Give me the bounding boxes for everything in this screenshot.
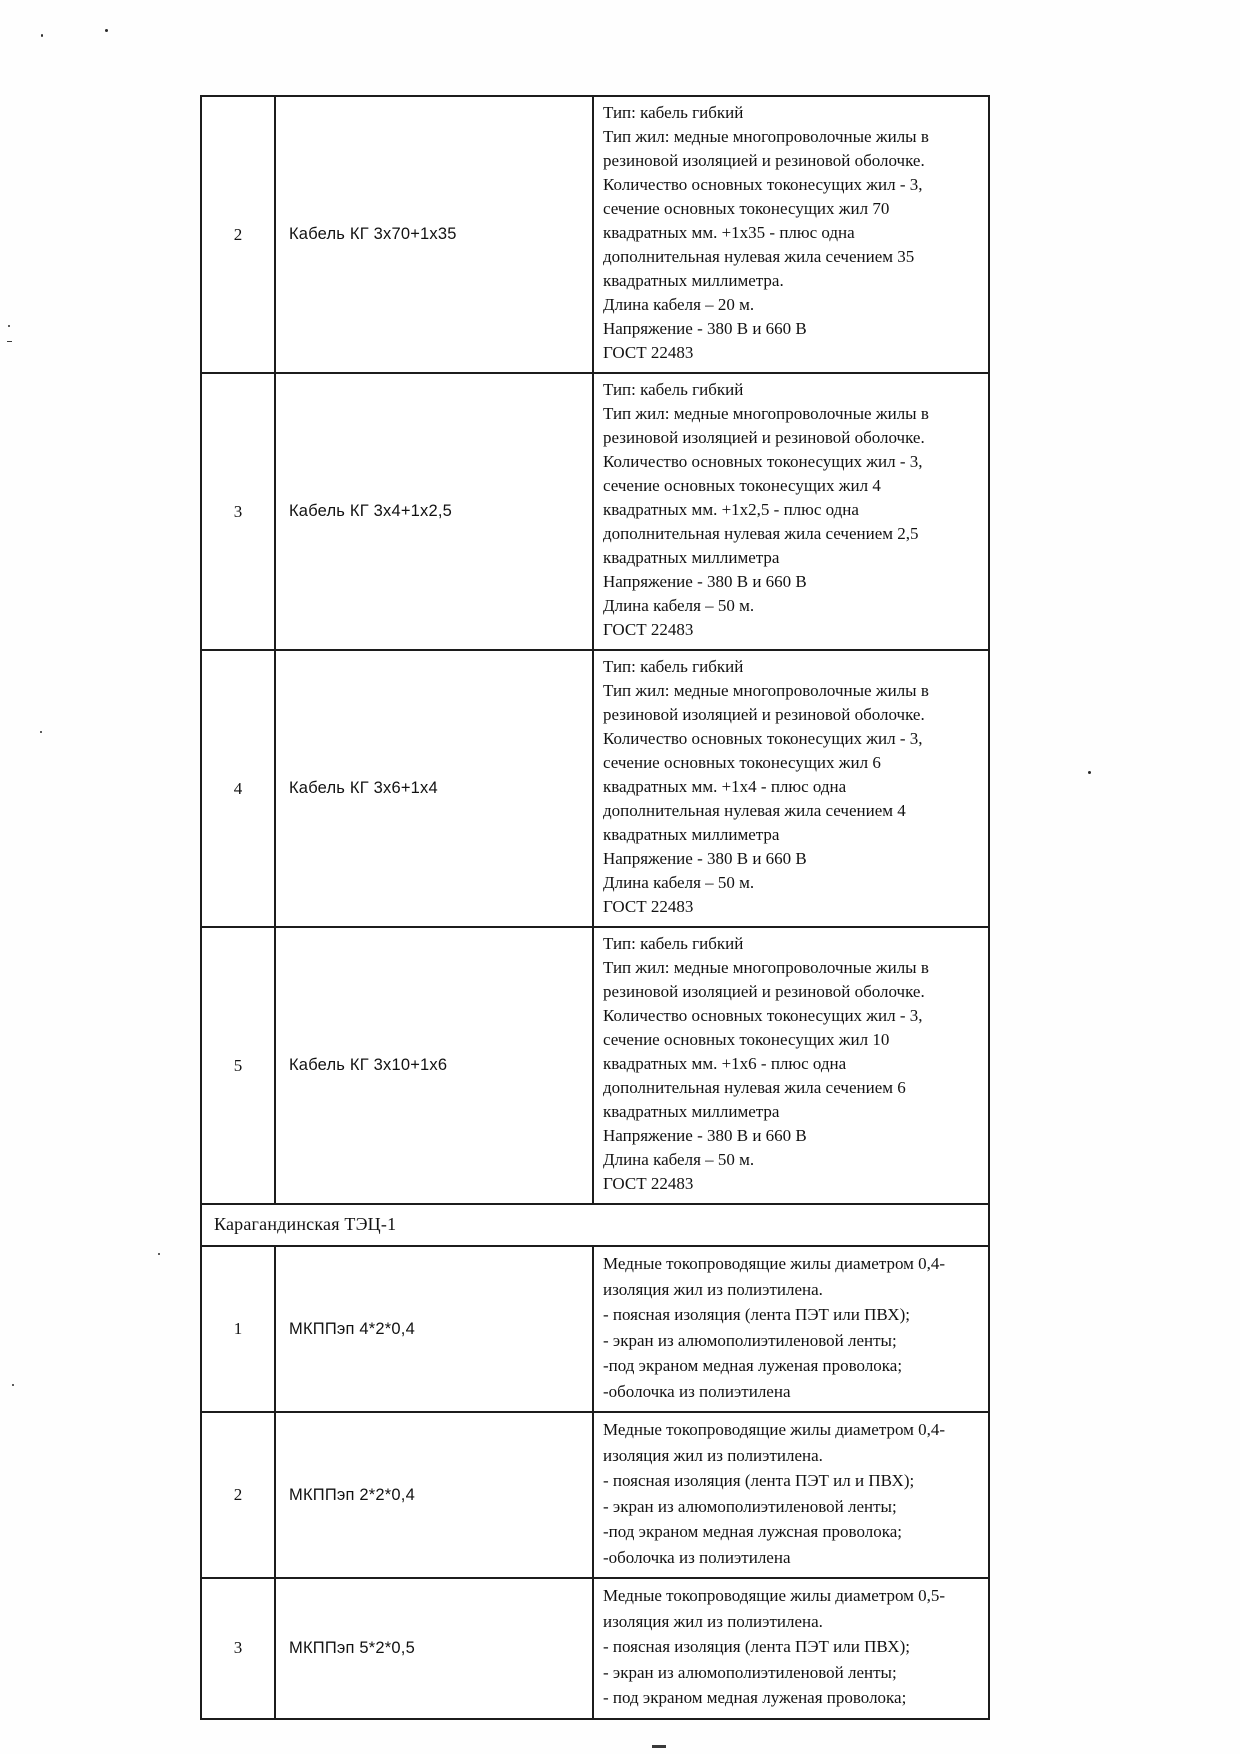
- description-line: изоляция жил из полиэтилена.: [603, 1279, 823, 1299]
- row-number-cell: 4: [202, 651, 276, 926]
- item-description-cell: [594, 651, 988, 926]
- item-name-cell: Кабель КГ 3х10+1х6: [276, 928, 594, 1203]
- description-line: Медные токопроводящие жилы диаметром 0,5-: [603, 1586, 946, 1605]
- description-line: Количество основных токонесущих жил - 3,: [603, 175, 923, 194]
- description-line: квадратных миллиметра: [603, 1102, 780, 1121]
- description-line: - поясная изоляция (лента ПЭТ ил и ПВХ);: [603, 1471, 915, 1490]
- item-name-cell: МКППэп 4*2*0,4: [276, 1247, 594, 1411]
- table-row: [202, 651, 988, 928]
- description-line: - поясная изоляция (лента ПЭТ или ПВХ);: [603, 1637, 910, 1656]
- description-line: Напряжение - 380 В и 660 В: [603, 849, 807, 868]
- item-name-cell: Кабель КГ 3х70+1х35: [276, 97, 594, 372]
- description-line: - экран из алюмополиэтиленовой ленты;: [603, 1496, 897, 1516]
- row-number-cell: 5: [202, 928, 276, 1203]
- description-line: изоляция жил из полиэтилена.: [603, 1611, 823, 1631]
- table-row: [202, 928, 988, 1205]
- description-line: дополнительная нулевая жила сечением 4: [603, 801, 906, 820]
- table-row: [202, 1247, 988, 1413]
- description-line: сечение основных токонесущих жил 10: [603, 1030, 890, 1049]
- description-line: сечение основных токонесущих жил 6: [603, 753, 881, 772]
- scan-speck: [12, 1384, 14, 1386]
- description-line: - экран из алюмополиэтиленовой ленты;: [603, 1330, 897, 1350]
- description-line: квадратных мм. +1х2,5 - плюс одна: [603, 500, 859, 519]
- description-line: Напряжение - 380 В и 660 В: [603, 319, 807, 338]
- row-number-cell: 3: [202, 1579, 276, 1718]
- scan-speck: [7, 341, 12, 342]
- description-line: - экран из алюмополиэтиленовой ленты;: [603, 1662, 897, 1682]
- description-line: Количество основных токонесущих жил - 3,: [603, 1006, 923, 1025]
- row-number-cell: 1: [202, 1247, 276, 1411]
- description-line: ГОСТ 22483: [603, 897, 694, 916]
- description-line: ГОСТ 22483: [603, 1174, 694, 1193]
- scan-speck: [41, 34, 43, 37]
- table-row: [202, 97, 988, 374]
- description-line: квадратных миллиметра: [603, 548, 780, 567]
- description-line: -под экраном медная лужсная проволока;: [603, 1522, 902, 1541]
- description-line: ГОСТ 22483: [603, 343, 694, 362]
- description-line: Тип жил: медные многопроволочные жилы в: [603, 958, 929, 977]
- table-row: [202, 1579, 988, 1718]
- description-line: Тип жил: медные многопроволочные жилы в: [603, 681, 929, 700]
- scan-speck: [105, 29, 108, 32]
- description-line: Напряжение - 380 В и 660 В: [603, 1126, 807, 1145]
- row-number-cell: 2: [202, 1413, 276, 1577]
- description-line: - поясная изоляция (лента ПЭТ или ПВХ);: [603, 1305, 910, 1324]
- item-description-cell: [594, 374, 988, 649]
- scan-speck: [1088, 771, 1091, 774]
- item-description-cell: [594, 97, 988, 372]
- description-line: Тип жил: медные многопроволочные жилы в: [603, 404, 929, 423]
- description-line: квадратных миллиметра.: [603, 271, 784, 290]
- description-line: Тип: кабель гибкий: [603, 657, 744, 676]
- item-name-cell: Кабель КГ 3х4+1х2,5: [276, 374, 594, 649]
- description-line: квадратных мм. +1х35 - плюс одна: [603, 223, 855, 242]
- description-line: дополнительная нулевая жила сечением 35: [603, 247, 915, 266]
- item-description-cell: [594, 1413, 988, 1577]
- description-line: дополнительная нулевая жила сечением 2,5: [603, 524, 919, 543]
- description-line: -оболочка из полиэтилена: [603, 1547, 791, 1567]
- description-line: Тип: кабель гибкий: [603, 934, 744, 953]
- description-line: квадратных мм. +1х4 - плюс одна: [603, 777, 847, 796]
- description-line: - под экраном медная луженая проволока;: [603, 1688, 907, 1707]
- description-line: -под экраном медная луженая проволока;: [603, 1356, 903, 1375]
- description-line: Тип жил: медные многопроволочные жилы в: [603, 127, 929, 146]
- description-line: резиновой изоляцией и резиновой оболочке.: [603, 428, 925, 447]
- scan-speck: [40, 731, 42, 733]
- description-line: Длина кабеля – 50 м.: [603, 1150, 755, 1169]
- description-line: квадратных миллиметра: [603, 825, 780, 844]
- item-description-cell: [594, 928, 988, 1203]
- description-line: Количество основных токонесущих жил - 3,: [603, 729, 923, 748]
- description-line: Длина кабеля – 50 м.: [603, 596, 755, 615]
- description-line: резиновой изоляцией и резиновой оболочке.: [603, 982, 925, 1001]
- description-line: Тип: кабель гибкий: [603, 103, 744, 122]
- description-line: сечение основных токонесущих жил 4: [603, 476, 881, 495]
- description-line: резиновой изоляцией и резиновой оболочке.: [603, 151, 925, 170]
- description-line: резиновой изоляцией и резиновой оболочке.: [603, 705, 925, 724]
- description-line: квадратных мм. +1х6 - плюс одна: [603, 1054, 847, 1073]
- description-line: Тип: кабель гибкий: [603, 380, 744, 399]
- description-line: изоляция жил из полиэтилена.: [603, 1445, 823, 1465]
- description-line: Количество основных токонесущих жил - 3,: [603, 452, 923, 471]
- description-line: сечение основных токонесущих жил 70: [603, 199, 890, 218]
- scan-speck: [8, 325, 10, 327]
- description-line: Напряжение - 380 В и 660 В: [603, 572, 807, 591]
- description-line: Медные токопроводящие жилы диаметром 0,4-: [603, 1254, 946, 1273]
- item-description-cell: [594, 1247, 988, 1411]
- description-line: Медные токопроводящие жилы диаметром 0,4-: [603, 1420, 946, 1439]
- description-line: дополнительная нулевая жила сечением 6: [603, 1078, 906, 1097]
- description-line: Длина кабеля – 20 м.: [603, 295, 755, 314]
- cable-spec-table: [200, 95, 990, 1720]
- section-header-label: Карагандинская ТЭЦ-1: [214, 1214, 397, 1234]
- row-number-cell: 2: [202, 97, 276, 372]
- item-name-cell: МКППэп 2*2*0,4: [276, 1413, 594, 1577]
- scan-speck: [652, 1745, 666, 1748]
- description-line: ГОСТ 22483: [603, 620, 694, 639]
- item-name-cell: Кабель КГ 3х6+1х4: [276, 651, 594, 926]
- row-number-cell: 3: [202, 374, 276, 649]
- table-row: [202, 374, 988, 651]
- scan-speck: [158, 1253, 160, 1255]
- item-description-cell: [594, 1579, 988, 1718]
- table-row: [202, 1413, 988, 1579]
- description-line: -оболочка из полиэтилена: [603, 1381, 791, 1401]
- section-header-row: [202, 1205, 988, 1247]
- item-name-cell: МКППэп 5*2*0,5: [276, 1579, 594, 1718]
- description-line: Длина кабеля – 50 м.: [603, 873, 755, 892]
